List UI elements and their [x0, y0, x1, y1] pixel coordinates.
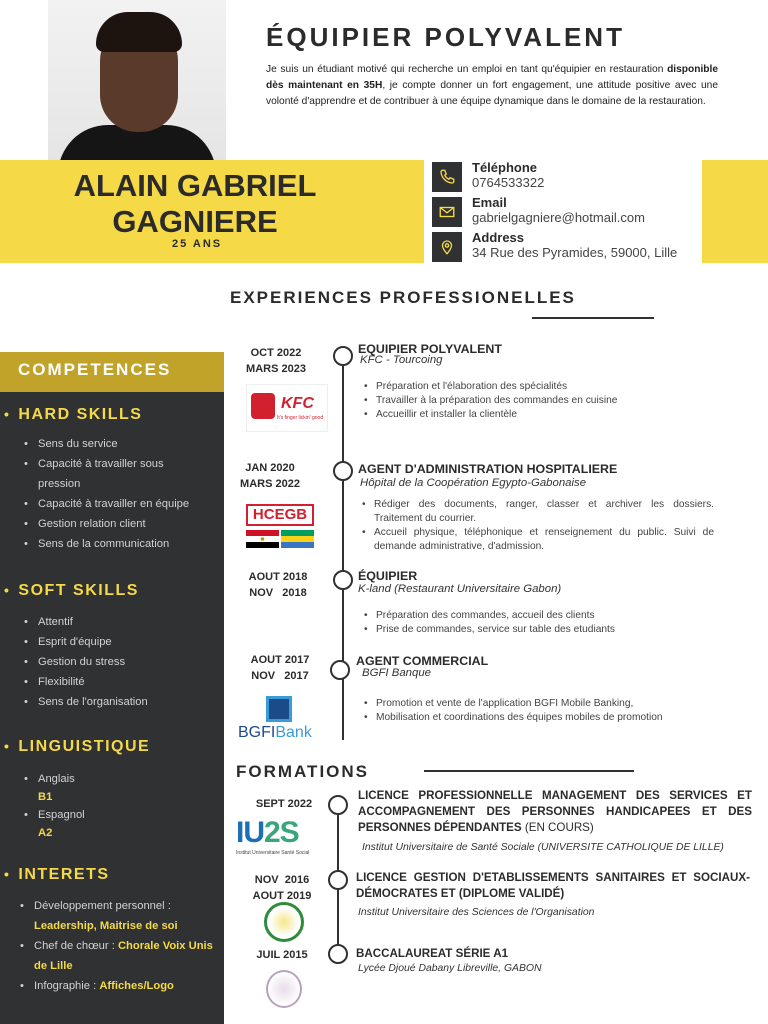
languages-list	[24, 770, 214, 842]
contact-email-label: Email	[472, 195, 507, 210]
experience-bullets	[362, 697, 714, 725]
timeline-node	[328, 944, 348, 964]
timeline-node	[333, 346, 353, 366]
date-end: NOV 2017	[251, 670, 309, 682]
bgfi-logo-part2: Bank	[275, 724, 312, 741]
experience-bullets	[360, 498, 714, 554]
soft-skills-list	[24, 612, 214, 712]
formation-title-text: LICENCE PROFESSIONNELLE MANAGEMENT DES SERVICES ET ACCOMPAGNEMENT DES PERSONNES HANDICAPEES ET DES PERSONNES DÉPENDANTES	[358, 789, 752, 834]
competences-title: COMPETENCES	[18, 360, 172, 379]
formation-title	[358, 788, 752, 836]
language-item	[24, 806, 214, 842]
date-end: MARS 2023	[246, 363, 306, 375]
list-item: • Rédiger des documents, ranger, classer et archiver les dossiers. Traitement du courrier.	[360, 498, 714, 526]
language-level: A2	[38, 827, 53, 839]
bgfi-logo	[238, 696, 326, 746]
list-item: • Mobilisation et coordinations des équipes mobiles de promotion	[362, 711, 714, 725]
kfc-logo-text: KFC	[281, 395, 314, 412]
list-item: • Flexibilité	[24, 672, 214, 692]
experience-company: K-land (Restaurant Universitaire Gabon)	[358, 583, 562, 595]
list-item: • Attentif	[24, 612, 214, 632]
experience-company: KFC - Tourcoing	[360, 354, 443, 366]
contact-address-label: Address	[472, 230, 525, 245]
intro-part2: , je compte donner un fort engagement, une attitude positive avec une volonté d'apprendre et de contribuer à une équipe dynamique dans le domaine de la restauration.	[266, 80, 718, 107]
list-item: • Capacité à travailler sous pression	[24, 454, 194, 494]
contact-phone	[472, 160, 544, 190]
timeline-node	[333, 570, 353, 590]
bullet-icon: •	[4, 582, 11, 598]
interets-title: INTERETS	[18, 866, 110, 883]
intro-part1: Je suis un étudiant motivé qui recherche un emploi en tant qu'équipier en restauration	[266, 64, 668, 75]
list-item: • Sens du service	[24, 434, 214, 454]
iu2s-logo-text	[236, 816, 299, 850]
linguistique-title: LINGUISTIQUE	[18, 738, 151, 755]
date-start: JAN 2020	[245, 462, 295, 474]
formation-date	[244, 796, 324, 812]
isor-logo	[264, 902, 304, 942]
contact-email	[472, 195, 645, 225]
candidate-name	[30, 168, 360, 240]
experience-timeline	[342, 356, 344, 740]
timeline-node	[328, 870, 348, 890]
hard-skills-heading	[4, 406, 142, 424]
soft-skills-heading	[4, 582, 139, 600]
list-item: • Gestion relation client	[24, 514, 214, 534]
kfc-logo	[246, 384, 328, 432]
formation-school: Lycée Djoué Dabany Libreville, GABON	[358, 963, 542, 974]
experience-date	[230, 460, 310, 492]
list-item: • Accueil physique, téléphonique et renseignement du public. Suivi de demande administrative, d'admission.	[360, 526, 714, 554]
list-item: • Esprit d'équipe	[24, 632, 214, 652]
experience-bullets	[362, 380, 702, 422]
interest-item	[20, 976, 220, 996]
iu2s-logo-part1: IU	[236, 816, 264, 849]
hard-skills-list	[24, 434, 214, 554]
experiences-rule	[532, 317, 654, 319]
hard-skills-title: HARD SKILLS	[18, 406, 143, 423]
experience-title: EQUIPIER POLYVALENT	[358, 342, 502, 356]
name-line1: ALAIN GABRIEL	[73, 168, 317, 203]
experience-date	[236, 345, 316, 377]
language-name: • Anglais	[38, 773, 75, 785]
list-item: • Préparation et l'élaboration des spécialités	[362, 380, 702, 394]
linguistique-heading	[4, 738, 150, 756]
contact-email-value: gabrielgagniere@hotmail.com	[472, 210, 645, 225]
kfc-tagline: It's finger lickin' good	[277, 415, 324, 421]
interest-value: Affiches/Logo	[99, 980, 174, 992]
kfc-colonel-icon	[251, 393, 275, 419]
interest-label: Chef de chœur :	[34, 940, 118, 952]
photo-hair	[96, 12, 182, 52]
date-start: SEPT 2022	[255, 798, 313, 810]
experience-title: AGENT D'ADMINISTRATION HOSPITALIERE	[358, 462, 618, 476]
formation-school: Institut Universitaire des Sciences de l'Organisation	[358, 907, 595, 918]
egypt-flag-icon	[246, 530, 279, 548]
bgfi-logo-part1: BGFI	[238, 724, 276, 741]
experience-date	[240, 652, 320, 684]
phone-icon	[432, 162, 462, 192]
formation-date	[242, 872, 322, 904]
job-title: ÉQUIPIER POLYVALENT	[266, 22, 625, 52]
list-item: • Sens de la communication	[24, 534, 214, 554]
date-start: NOV 2016	[254, 874, 310, 886]
formation-date	[242, 947, 322, 963]
experience-title: AGENT COMMERCIAL	[356, 654, 489, 668]
hcegb-logo	[246, 504, 314, 548]
timeline-node	[333, 461, 353, 481]
interets-heading	[4, 866, 110, 884]
interest-value: Chorale Voix Unis de Lille	[34, 940, 213, 972]
interest-item	[20, 936, 220, 976]
interest-item	[20, 896, 220, 936]
contact-phone-value: 0764533322	[472, 175, 545, 190]
lycee-logo	[266, 970, 302, 1008]
language-level: B1	[38, 791, 53, 803]
list-item: • Prise de commandes, service sur table des etudiants	[362, 623, 702, 637]
date-end: NOV 2018	[249, 587, 307, 599]
interest-label: Développement personnel :	[34, 900, 171, 912]
interets-list	[20, 896, 220, 996]
gabon-flag-icon	[281, 530, 314, 548]
language-item	[24, 770, 214, 806]
list-item: • Accueillir et installer la clientèle	[362, 408, 702, 422]
experience-bullets	[362, 609, 702, 637]
soft-skills-title: SOFT SKILLS	[18, 582, 139, 599]
contact-address	[472, 230, 677, 260]
bgfi-mark-icon	[266, 696, 292, 722]
date-end: AOUT 2019	[252, 890, 312, 902]
hcegb-logo-text: HCEGB	[246, 504, 314, 526]
bgfi-logo-text	[238, 724, 312, 742]
experience-company: BGFI Banque	[362, 667, 432, 679]
date-start: AOUT 2017	[250, 654, 310, 666]
experiences-title: EXPERIENCES PROFESSIONELLES	[230, 288, 576, 307]
mail-icon	[432, 197, 462, 227]
list-item: • Gestion du stress	[24, 652, 214, 672]
date-start: JUIL 2015	[256, 949, 308, 961]
timeline-node	[330, 660, 350, 680]
interest-value: Leadership, Maitrise de soi	[34, 920, 178, 932]
interest-label: Infographie :	[34, 980, 100, 992]
date-start: OCT 2022	[250, 347, 302, 359]
formation-title: LICENCE GESTION D'ETABLISSEMENTS SANITAIRES ET SOCIAUX-DÉMOCRATES ET (DIPLOME VALIDÉ)	[356, 871, 750, 900]
profile-photo	[48, 0, 226, 160]
age: 25 ANS	[172, 238, 223, 250]
location-pin-icon	[432, 232, 462, 262]
list-item: • Capacité à travailler en équipe	[24, 494, 214, 514]
list-item: • Travailler à la préparation des commandes en cuisine	[362, 394, 702, 408]
formation-school: Institut Universitaire de Santé Sociale (UNIVERSITE CATHOLIQUE DE LILLE)	[362, 842, 724, 853]
contact-address-value: 34 Rue des Pyramides, 59000, Lille	[472, 245, 678, 260]
bullet-icon: •	[4, 866, 11, 882]
experience-company: Hôpital de la Coopération Egypto-Gabonaise	[360, 477, 587, 489]
contact-phone-label: Téléphone	[472, 160, 538, 175]
intro-bold: disponible dès maintenant en 35H	[266, 64, 718, 91]
bullet-icon: •	[4, 738, 11, 754]
intro-text	[266, 62, 718, 110]
language-name: • Espagnol	[38, 809, 85, 821]
timeline-node	[328, 795, 348, 815]
list-item: • Sens de l'organisation	[24, 692, 214, 712]
contact-band-accent	[702, 160, 768, 263]
list-item: • Préparation des commandes, accueil des clients	[362, 609, 702, 623]
iu2s-logo	[236, 816, 326, 856]
date-end: MARS 2022	[240, 478, 300, 490]
iu2s-logo-part2: 2S	[264, 816, 299, 849]
list-item: • Promotion et vente de l'application BGFI Mobile Banking,	[362, 697, 714, 711]
date-start: AOUT 2018	[248, 571, 308, 583]
experience-date	[238, 569, 318, 601]
formation-title: BACCALAUREAT SÉRIE A1	[356, 947, 509, 960]
formation-status: (EN COURS)	[521, 821, 594, 834]
formations-rule	[424, 770, 634, 772]
experience-title: ÉQUIPIER	[358, 569, 418, 583]
bullet-icon: •	[4, 406, 11, 422]
name-line2: GAGNIERE	[112, 204, 278, 239]
formations-title: FORMATIONS	[236, 762, 370, 781]
iu2s-logo-subtitle: Institut Universitaire Santé Social	[236, 850, 310, 856]
